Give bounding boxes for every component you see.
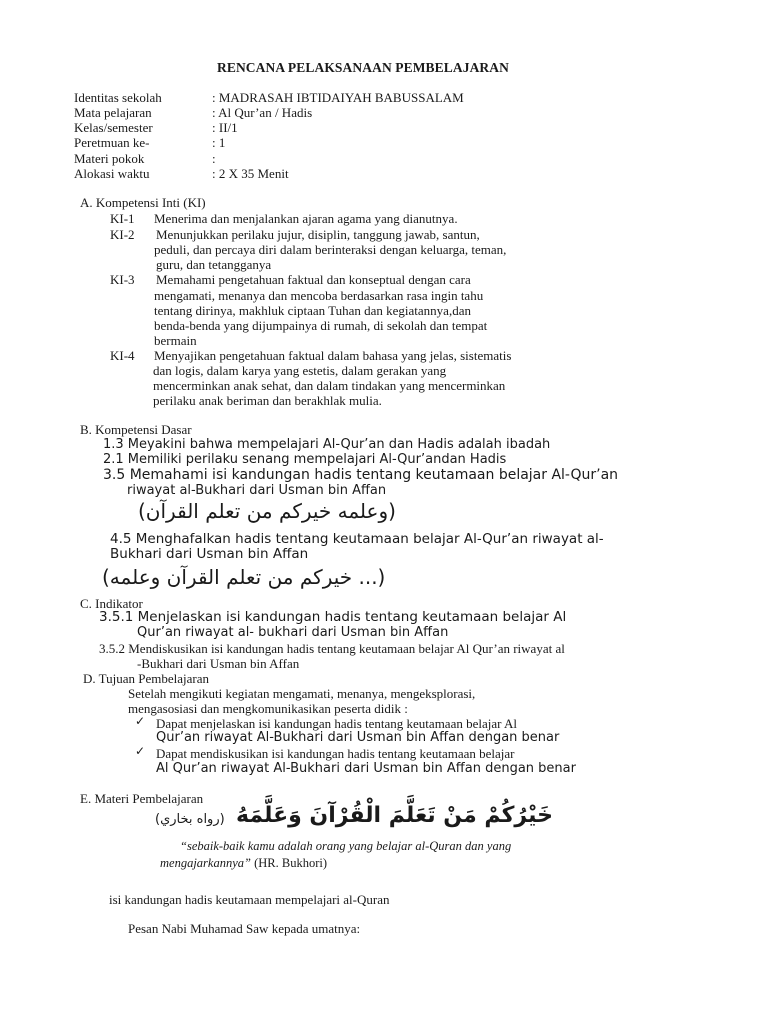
section-e-heading: E. Materi Pembelajaran <box>80 791 204 806</box>
kd-item: riwayat al-Bukhari dari Usman bin Affan <box>127 483 387 498</box>
checkmark-icon: ✓ <box>135 744 146 758</box>
ki-text: perilaku anak beriman dan berakhlak mulia. <box>153 393 382 408</box>
ki-code: KI-2 <box>110 227 135 242</box>
ki-text: mengamati, menanya dan mencoba berdasarkan rasa ingin tahu <box>154 288 484 303</box>
identity-value: : 2 X 35 Menit <box>212 166 289 181</box>
hadith-translation: “sebaik-baik kamu adalah orang yang belajar al-Quran dan yang <box>180 839 512 853</box>
ki-text: bermain <box>154 333 197 348</box>
section-a-heading: A. Kompetensi Inti (KI) <box>80 195 206 210</box>
hadith-translation-line <box>160 856 327 871</box>
identity-value: : <box>212 151 216 166</box>
kd-item: 2.1 Memiliki perilaku senang mempelajari Al-Qur’andan Hadis <box>103 452 507 467</box>
ki-text: Menerima dan menjalankan ajaran agama yang dianutnya. <box>154 211 458 226</box>
goal-intro: mengasosiasi dan mengkomunikasikan peserta didik : <box>128 701 408 716</box>
document-title: RENCANA PELAKSANAAN PEMBELAJARAN <box>217 60 509 75</box>
indicator-item: 3.5.1 Menjelaskan isi kandungan hadis tentang keutamaan belajar Al <box>99 609 567 625</box>
material-text: Pesan Nabi Muhamad Saw kepada umatnya: <box>128 921 361 936</box>
kd-item: Bukhari dari Usman bin Affan <box>110 546 309 562</box>
indicator-item: 3.5.2 Mendiskusikan isi kandungan hadis tentang keutamaan belajar Al Qur’an riwayat al <box>99 641 565 656</box>
goal-item: Qur’an riwayat Al-Bukhari dari Usman bin Affan dengan benar <box>156 730 560 745</box>
ki-text: Menyajikan pengetahuan faktual dalam bahasa yang jelas, sistematis <box>154 348 512 363</box>
identity-value: : MADRASAH IBTIDAIYAH BABUSSALAM <box>212 90 464 105</box>
arabic-hadith-kd: (... خيركم من تعلم القرآن وعلمه) <box>102 565 386 589</box>
identity-label: Peretmuan ke- <box>74 135 150 150</box>
goal-item: Dapat menjelaskan isi kandungan hadis tentang keutamaan belajar Al <box>156 716 517 731</box>
indicator-item: -Bukhari dari Usman bin Affan <box>137 656 300 671</box>
ki-code: KI-3 <box>110 272 135 287</box>
kd-item: 3.5 Memahami isi kandungan hadis tentang keutamaan belajar Al-Qur’an <box>103 467 619 483</box>
identity-value: : 1 <box>212 135 226 150</box>
goal-item: Dapat mendiskusikan isi kandungan hadis tentang keutamaan belajar <box>156 746 515 761</box>
ki-text: peduli, dan percaya diri dalam berinteraksi dengan keluarga, teman, <box>154 242 507 257</box>
ki-text: guru, dan tetangganya <box>156 257 272 272</box>
section-d-heading: D. Tujuan Pembelajaran <box>83 671 210 686</box>
ki-code: KI-4 <box>110 348 135 363</box>
arabic-hadith: خَيْرُكُمْ مَنْ تَعَلَّمَ الْقُرْآنَ وَعَلَّمَهُ <box>236 803 553 828</box>
hadith-translation: mengajarkannya” <box>160 856 251 870</box>
indicator-item: Qur’an riwayat al- bukhari dari Usman bin Affan <box>137 625 449 640</box>
ki-code: KI-1 <box>110 211 135 226</box>
goal-intro: Setelah mengikuti kegiatan mengamati, menanya, mengeksplorasi, <box>128 686 476 701</box>
section-b-heading: B. Kompetensi Dasar <box>80 422 192 437</box>
identity-label: Alokasi waktu <box>74 166 150 181</box>
identity-label: Kelas/semester <box>74 120 153 135</box>
ki-text: dan logis, dalam karya yang estetis, dalam gerakan yang <box>153 363 447 378</box>
section-c-heading: C. Indikator <box>80 596 143 611</box>
ki-text: benda-benda yang dijumpainya di rumah, di sekolah dan tempat <box>154 318 488 333</box>
identity-label: Identitas sekolah <box>74 90 162 105</box>
ki-text: mencerminkan anak sehat, dan dalam tindakan yang mencerminkan <box>153 378 506 393</box>
material-text: isi kandungan hadis keutamaan mempelajari al-Quran <box>109 892 390 907</box>
kd-item: 4.5 Menghafalkan hadis tentang keutamaan belajar Al-Qur’an riwayat al- <box>110 531 604 547</box>
identity-value: : II/1 <box>212 120 238 135</box>
ki-text: tentang dirinya, makhluk ciptaan Tuhan dan kegiatannya,dan <box>154 303 471 318</box>
identity-label: Materi pokok <box>74 151 145 166</box>
identity-label: Mata pelajaran <box>74 105 152 120</box>
kd-item: 1.3 Meyakini bahwa mempelajari Al-Qur’an dan Hadis adalah ibadah <box>103 437 551 452</box>
ki-text: Memahami pengetahuan faktual dan konseptual dengan cara <box>156 272 471 287</box>
goal-item: Al Qur’an riwayat Al-Bukhari dari Usman bin Affan dengan benar <box>156 761 576 776</box>
hadith-source: (رواه بخاري) <box>155 812 225 827</box>
checkmark-icon: ✓ <box>135 714 146 728</box>
ki-text: Menunjukkan perilaku jujur, disiplin, tanggung jawab, santun, <box>156 227 480 242</box>
arabic-hadith-kd: (وعلمه خيركم من تعلم القرآن) <box>138 499 396 523</box>
identity-value: : Al Qur’an / Hadis <box>212 105 313 120</box>
hadith-reference: (HR. Bukhori) <box>250 856 328 870</box>
